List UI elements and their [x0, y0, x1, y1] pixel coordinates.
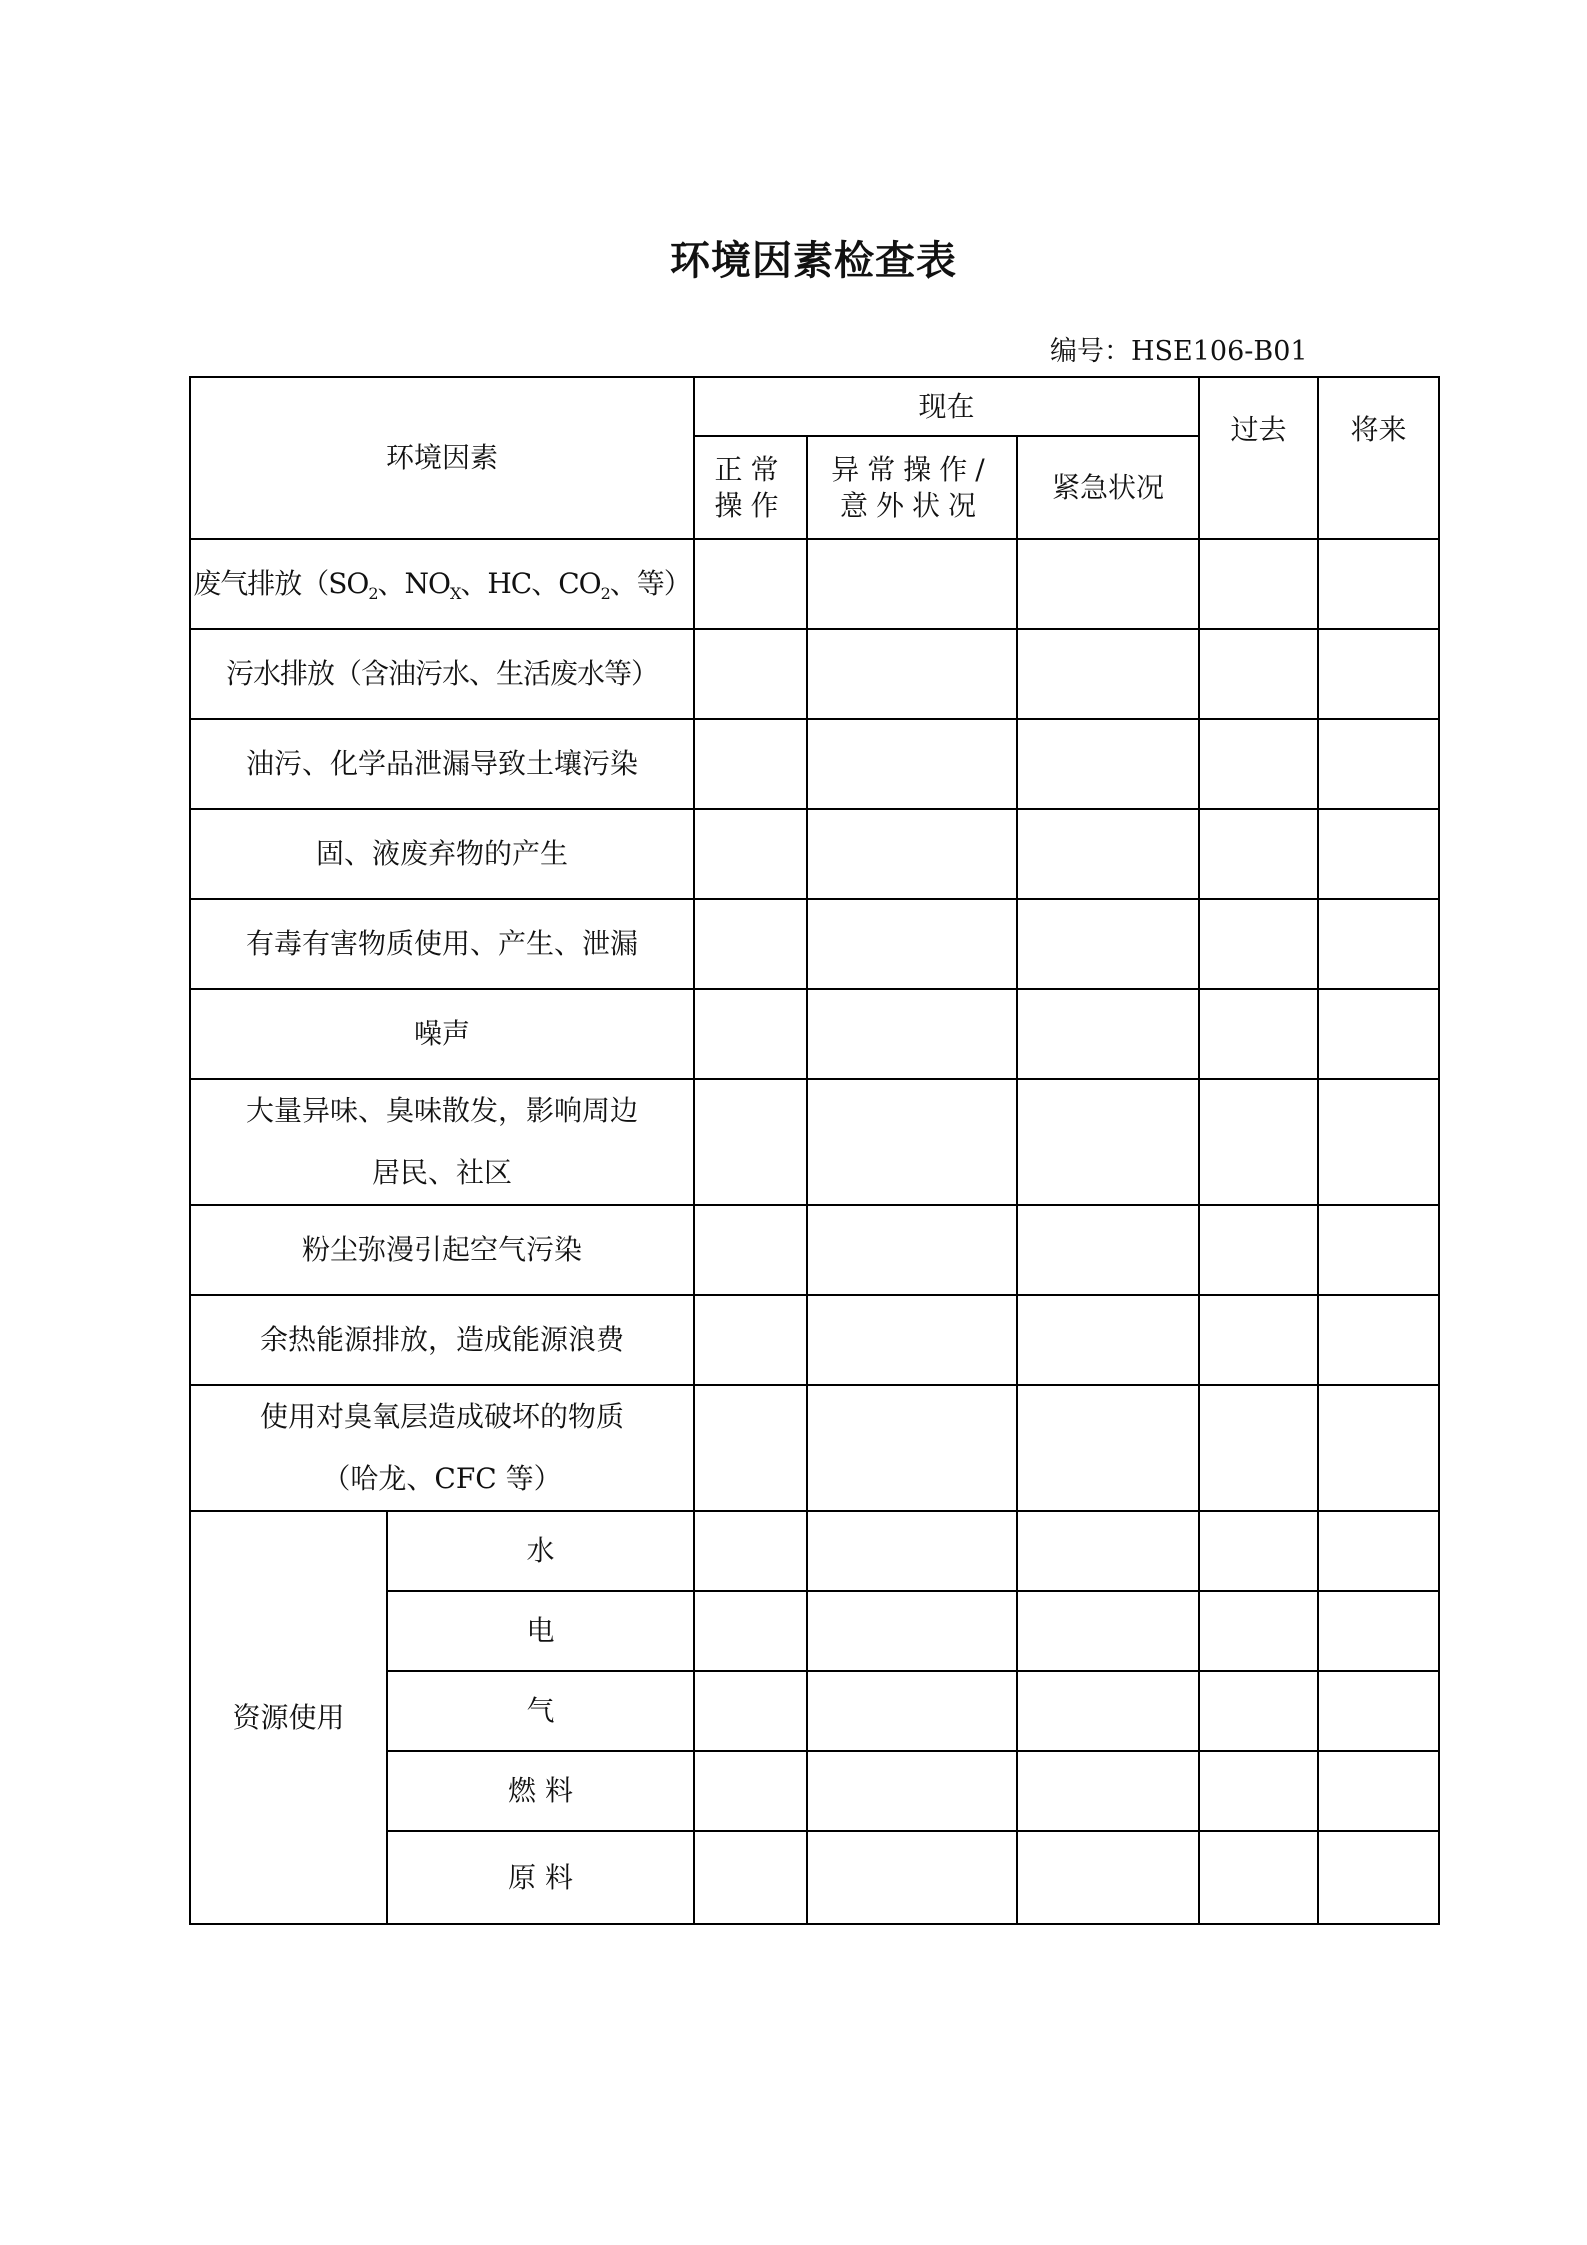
cell-normal-operation[interactable]: [694, 1511, 807, 1591]
header-abnormal-operation-line-1: 异常操作/: [831, 452, 993, 486]
cell-past[interactable]: [1199, 1511, 1318, 1591]
cell-future[interactable]: [1318, 989, 1439, 1079]
resource-item-water: 水: [387, 1511, 694, 1591]
cell-normal-operation[interactable]: [694, 1385, 807, 1511]
cell-normal-operation[interactable]: [694, 629, 807, 719]
cell-future[interactable]: [1318, 1671, 1439, 1751]
cell-emergency[interactable]: [1017, 1671, 1199, 1751]
header-emergency: 紧急状况: [1017, 436, 1199, 539]
factor-cell-noise: 噪声: [190, 989, 694, 1079]
cell-emergency[interactable]: [1017, 719, 1199, 809]
header-normal-operation: [694, 436, 807, 539]
table-row: [190, 899, 1439, 989]
cell-future[interactable]: [1318, 1831, 1439, 1924]
resource-usage-group-label: 资源使用: [190, 1511, 387, 1924]
cell-emergency[interactable]: [1017, 1751, 1199, 1831]
cell-normal-operation[interactable]: [694, 899, 807, 989]
factor-text: 、等）: [609, 567, 691, 600]
cell-past[interactable]: [1199, 1205, 1318, 1295]
cell-normal-operation[interactable]: [694, 1079, 807, 1205]
table-row: [190, 539, 1439, 629]
cell-normal-operation[interactable]: [694, 809, 807, 899]
cell-abnormal-operation[interactable]: [807, 1385, 1017, 1511]
cell-emergency[interactable]: [1017, 539, 1199, 629]
cell-future[interactable]: [1318, 1751, 1439, 1831]
cell-normal-operation[interactable]: [694, 1591, 807, 1671]
table-row: [190, 809, 1439, 899]
cell-past[interactable]: [1199, 899, 1318, 989]
subscript: 2: [600, 584, 610, 603]
cell-abnormal-operation[interactable]: [807, 1295, 1017, 1385]
header-future: 将来: [1318, 377, 1439, 539]
cell-emergency[interactable]: [1017, 1079, 1199, 1205]
cell-normal-operation[interactable]: [694, 1671, 807, 1751]
cell-emergency[interactable]: [1017, 1385, 1199, 1511]
cell-abnormal-operation[interactable]: [807, 1511, 1017, 1591]
header-normal-operation-line-2: 操作: [714, 488, 787, 522]
cell-future[interactable]: [1318, 1511, 1439, 1591]
document-number: 编号：HSE106-B01: [1050, 336, 1308, 367]
cell-future[interactable]: [1318, 1591, 1439, 1671]
table-row: [190, 629, 1439, 719]
cell-normal-operation[interactable]: [694, 1751, 807, 1831]
table-row: [190, 1295, 1439, 1385]
cell-past[interactable]: [1199, 539, 1318, 629]
factor-text-line-1: 使用对臭氧层造成破坏的物质: [260, 1400, 625, 1433]
table-row: [190, 1385, 1439, 1511]
factor-text: 、NO: [377, 567, 450, 600]
cell-emergency[interactable]: [1017, 899, 1199, 989]
factor-cell-waste-generation: 固、液废弃物的产生: [190, 809, 694, 899]
cell-abnormal-operation[interactable]: [807, 1205, 1017, 1295]
cell-abnormal-operation[interactable]: [807, 539, 1017, 629]
resource-item-fuel: 燃 料: [387, 1751, 694, 1831]
header-now: 现在: [694, 377, 1199, 436]
cell-abnormal-operation[interactable]: [807, 989, 1017, 1079]
factor-cell-odor: [190, 1079, 694, 1205]
subscript: X: [449, 584, 461, 603]
factor-text-line-2: 居民、社区: [372, 1156, 513, 1189]
factor-cell-ozone-depleting: [190, 1385, 694, 1511]
cell-future[interactable]: [1318, 629, 1439, 719]
page-title: 环境因素检查表: [670, 237, 957, 284]
cell-past[interactable]: [1199, 1591, 1318, 1671]
cell-past[interactable]: [1199, 1295, 1318, 1385]
cell-past[interactable]: [1199, 989, 1318, 1079]
cell-emergency[interactable]: [1017, 1591, 1199, 1671]
cell-past[interactable]: [1199, 1751, 1318, 1831]
header-environmental-factor: 环境因素: [190, 377, 694, 539]
cell-future[interactable]: [1318, 1295, 1439, 1385]
cell-abnormal-operation[interactable]: [807, 1591, 1017, 1671]
factor-text-line-1: 大量异味、臭味散发，影响周边: [246, 1094, 639, 1127]
header-past: 过去: [1199, 377, 1318, 539]
header-row-top: [190, 377, 1439, 436]
factor-cell-wastewater: 污水排放（含油污水、生活废水等）: [190, 629, 694, 719]
cell-emergency[interactable]: [1017, 1831, 1199, 1924]
cell-normal-operation[interactable]: [694, 1831, 807, 1924]
table-row-resource: [190, 1511, 1439, 1591]
resource-item-electricity: 电: [387, 1591, 694, 1671]
factor-cell-hazardous-substances: 有毒有害物质使用、产生、泄漏: [190, 899, 694, 989]
factor-cell-exhaust-gas: [190, 539, 694, 629]
table-row: [190, 719, 1439, 809]
header-abnormal-operation-line-2: 意外状况: [840, 488, 985, 522]
cell-future[interactable]: [1318, 1079, 1439, 1205]
cell-future[interactable]: [1318, 539, 1439, 629]
factor-cell-soil-pollution: 油污、化学品泄漏导致土壤污染: [190, 719, 694, 809]
cell-past[interactable]: [1199, 809, 1318, 899]
table-row: [190, 1205, 1439, 1295]
cell-past[interactable]: [1199, 1831, 1318, 1924]
cell-past[interactable]: [1199, 629, 1318, 719]
table-row: [190, 989, 1439, 1079]
cell-abnormal-operation[interactable]: [807, 719, 1017, 809]
header-abnormal-operation: [807, 436, 1017, 539]
cell-past[interactable]: [1199, 1079, 1318, 1205]
factor-text: 、HC、CO: [460, 567, 601, 600]
cell-emergency[interactable]: [1017, 1205, 1199, 1295]
cell-past[interactable]: [1199, 1671, 1318, 1751]
cell-emergency[interactable]: [1017, 1511, 1199, 1591]
environmental-factor-checklist-table: [189, 376, 1440, 1925]
cell-normal-operation[interactable]: [694, 1205, 807, 1295]
cell-emergency[interactable]: [1017, 989, 1199, 1079]
resource-item-gas: 气: [387, 1671, 694, 1751]
cell-normal-operation[interactable]: [694, 989, 807, 1079]
cell-future[interactable]: [1318, 1205, 1439, 1295]
factor-text-line-2: （哈龙、CFC 等）: [322, 1462, 562, 1495]
table-row: [190, 1079, 1439, 1205]
cell-future[interactable]: [1318, 719, 1439, 809]
cell-future[interactable]: [1318, 809, 1439, 899]
header-normal-operation-line-1: 正常: [714, 452, 787, 486]
resource-item-raw-material: 原 料: [387, 1831, 694, 1924]
cell-normal-operation[interactable]: [694, 539, 807, 629]
cell-future[interactable]: [1318, 1385, 1439, 1511]
cell-normal-operation[interactable]: [694, 1295, 807, 1385]
cell-abnormal-operation[interactable]: [807, 809, 1017, 899]
cell-emergency[interactable]: [1017, 1295, 1199, 1385]
cell-normal-operation[interactable]: [694, 719, 807, 809]
cell-past[interactable]: [1199, 719, 1318, 809]
cell-abnormal-operation[interactable]: [807, 629, 1017, 719]
subscript: 2: [368, 584, 378, 603]
factor-cell-waste-heat: 余热能源排放，造成能源浪费: [190, 1295, 694, 1385]
factor-text: 废气排放（SO: [193, 567, 369, 600]
cell-abnormal-operation[interactable]: [807, 1671, 1017, 1751]
factor-cell-dust: 粉尘弥漫引起空气污染: [190, 1205, 694, 1295]
cell-abnormal-operation[interactable]: [807, 899, 1017, 989]
cell-abnormal-operation[interactable]: [807, 1751, 1017, 1831]
cell-abnormal-operation[interactable]: [807, 1079, 1017, 1205]
cell-past[interactable]: [1199, 1385, 1318, 1511]
cell-future[interactable]: [1318, 899, 1439, 989]
cell-emergency[interactable]: [1017, 809, 1199, 899]
cell-emergency[interactable]: [1017, 629, 1199, 719]
cell-abnormal-operation[interactable]: [807, 1831, 1017, 1924]
